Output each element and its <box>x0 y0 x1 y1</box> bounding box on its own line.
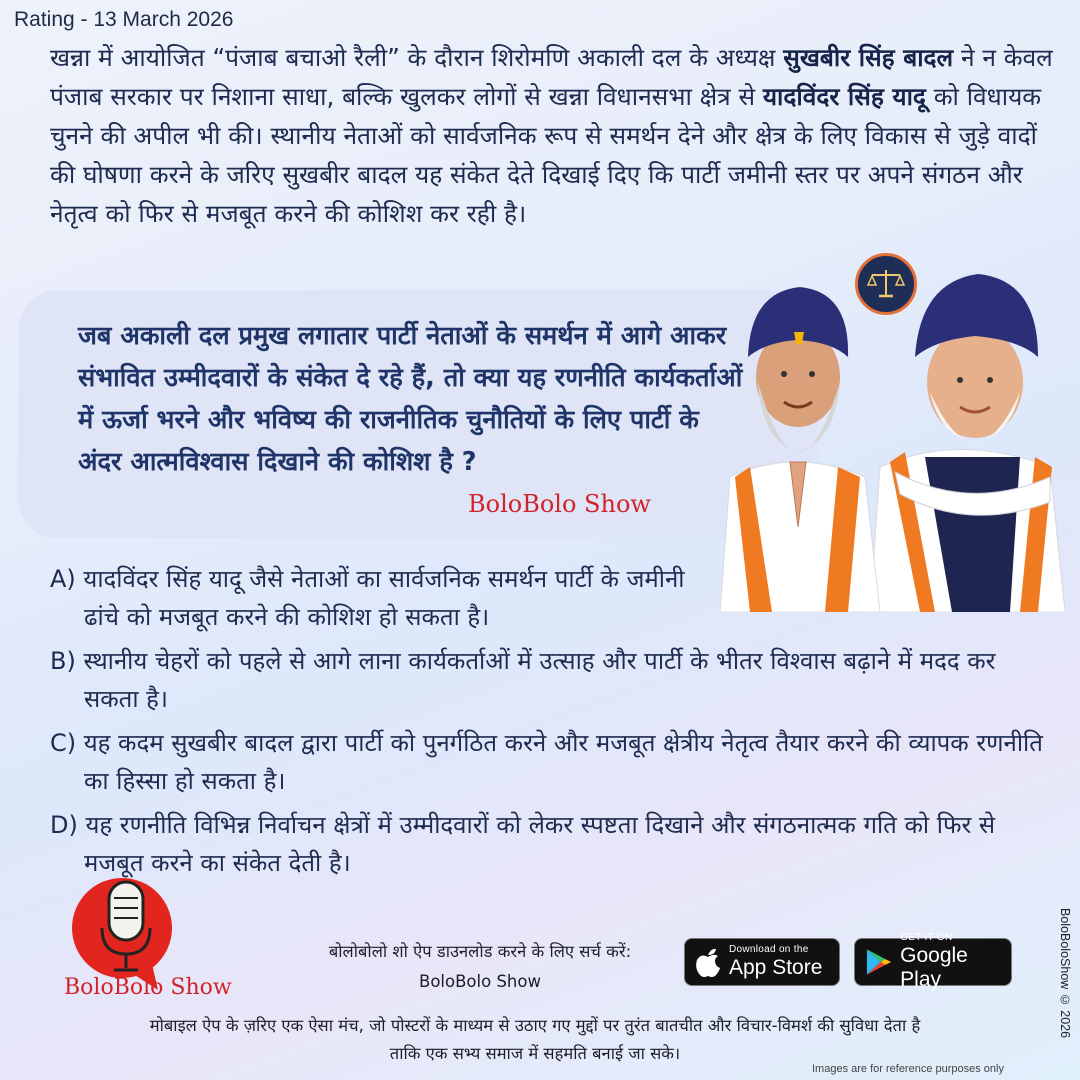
footer-line-1: मोबाइल ऐप के ज़रिए एक ऐसा मंच, जो पोस्टरों के माध्यम से उठाए गए मुद्दों पर तुरंत बातचीत और विचार-विमर्श की सुविधा देता है <box>149 1016 921 1035</box>
intro-bold-name-2: यादविंदर सिंह यादू <box>762 82 926 111</box>
logo-brand-text: BoloBolo Show <box>64 975 232 1000</box>
question-brand-label: BoloBolo Show <box>468 490 651 518</box>
app-search-instruction <box>292 937 668 997</box>
question-text: जब अकाली दल प्रमुख लगातार पार्टी नेताओं के समर्थन में आगे आकर संभावित उम्मीदवारों के संकेत दे रहे हैं, तो क्या यह रणनीति कार्यकर्ताओं में ऊर्जा भरने और भविष्य की राजनीतिक चुनौतियों के लिए पार्टी के अंदर आत्मविश्वास दिखाने की कोशिश है ? <box>78 321 743 477</box>
apple-icon <box>695 947 721 977</box>
app-store-label: App Store <box>729 956 823 979</box>
intro-text-3: को विधायक चुनने की अपील भी की। स्थानीय नेताओं को सार्वजनिक रूप से समर्थन देने और क्षेत्र के लिए विकास से जुड़े वादों की घोषणा करने के जरिए सुखबीर बादल यह संकेत देते दिखाई दिए कि पार्टी जमीनी स्तर पर अपने संगठन और नेतृत्व को फिर से मजबूत करने की कोशिश कर रही है। <box>50 82 1042 228</box>
intro-text-2: ने न केवल पंजाब सरकार पर निशाना साधा, बल्कि खुलकर लोगों से खन्ना विधानसभा क्षेत्र से <box>50 43 1053 111</box>
google-play-button[interactable] <box>854 932 1012 991</box>
google-play-icon <box>865 947 892 977</box>
option-d: D) यह रणनीति विभिन्न निर्वाचन क्षेत्रों में उम्मीदवारों को लेकर स्पष्टता दिखाने और संगठनात्मक गति को फिर से मजबूत करने का संकेत देती है। <box>50 811 996 877</box>
rating-date-label: Rating - 13 March 2026 <box>14 8 234 31</box>
answer-options <box>50 560 1050 888</box>
footer-line-2: ताकि एक सभ्य समाज में सहमति बनाई जा सके। <box>389 1044 681 1063</box>
option-c: C) यह कदम सुखबीर बादल द्वारा पार्टी को पुनर्गठित करने और मजबूत क्षेत्रीय नेतृत्व तैयार करने की व्यापक रणनीति का हिस्सा हो सकता है। <box>50 729 1043 795</box>
footer-tagline <box>30 1012 1040 1068</box>
app-store-small-label: Download on the <box>729 944 809 955</box>
search-app-name: BoloBolo Show <box>419 972 541 991</box>
option-a: A) यादविंदर सिंह यादू जैसे नेताओं का सार्वजनिक समर्थन पार्टी के जमीनी ढांचे को मजबूत करने की कोशिश हो सकता है। <box>50 565 685 631</box>
image-disclaimer: Images are for reference purposes only <box>812 1063 1004 1075</box>
search-instruction-line: बोलोबोलो शो ऐप डाउनलोड करने के लिए सर्च करें: <box>328 942 632 961</box>
justice-scale-icon <box>855 253 917 315</box>
app-store-button[interactable] <box>684 938 840 986</box>
option-b: B) स्थानीय चेहरों को पहले से आगे लाना कार्यकर्ताओं में उत्साह और पार्टी के भीतर विश्वास बढ़ाने में मदद कर सकता है। <box>50 647 996 713</box>
google-play-small-label: GET IT ON <box>900 932 953 943</box>
intro-text-1: खन्ना में आयोजित “पंजाब बचाओ रैली” के दौरान शिरोमणि अकाली दल के अध्यक्ष <box>50 43 784 72</box>
google-play-label: Google Play <box>900 944 968 991</box>
intro-bold-name-1: सुखबीर सिंह बादल <box>783 43 954 72</box>
copyright-credit: BoloBoloShow © 2026 <box>1058 908 1072 1039</box>
intro-paragraph <box>50 38 1065 233</box>
